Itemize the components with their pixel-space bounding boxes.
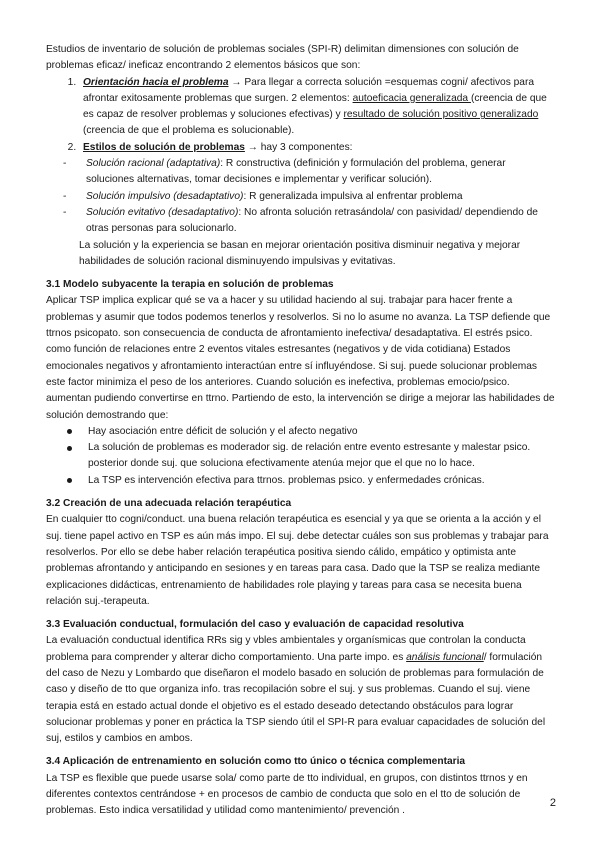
underlined-term: resultado de solución positivo generalizado [343, 109, 539, 121]
document-page [46, 42, 556, 820]
intro-paragraph: Estudios de inventario de solución de problemas sociales (SPI-R) delimitan dimensiones con solución de problemas eficaz/ ineficaz encontrando 2 elementos básicos que son: [46, 44, 519, 72]
underlined-term: análisis funcional [406, 651, 484, 663]
section-body: En cualquier tto cogni/conduct. una buena relación terapéutica es esencial y ya que se orienta a la acción y el suj. tiene papel activo en TSP es aún más impo. El suj. debe detectar cuáles son sus problemas y trabajar para resolverlos. Por ello se debe haber relación terapéutica positiva siendo cálido, empático y optimista ante problemas afrontando y anticipando en sesiones y en tareas para casa. Dado que la TSP se realiza mediante explicaciones didácticas, entrenamiento de habilidades role playing y tareas para casa se necesita buena relación suj.-terapeuta. [46, 514, 549, 607]
list-item [86, 205, 556, 238]
style-name: Solución evitativo (desadaptativo) [86, 206, 239, 218]
section-body: Aplicar TSP implica explicar qué se va a hacer y su utilidad haciendo al suj. trabajar para hacer frente a problemas y asumir que todos podemos tenerlos y resolverlos. Si no lo asume no avanza. La TSP defiende que ttrnos psicopato. son consecuencia de conducta de afrontamiento inefectiva/ desadaptativa. El estrés psico. como función de relaciones entre 2 eventos vitales estresantes (negativos y de vida cotidiana) Estados emocionales negativos y afrontamiento interactúan entre sí influyéndose. Si suj. puede solucionar problemas este factor minimiza el peso de los anteriores. Cuando solución es inefectiva, problemas emocio/psico. aumentan pudiendo convertirse en ttrno. Partiendo de esto, la intervención se dirige a mejorar las habilidades de solución demostrando que: [46, 295, 555, 421]
list-item [86, 189, 556, 205]
dimension-text: Para llegar a correcta solución =esquemas cogni/ afectivos para afrontar exitosamente problemas que surgen. 2 elementos: [83, 76, 535, 104]
dimension-title: Estilos de solución de problemas [83, 141, 245, 153]
section-heading: 3.3 Evaluación conductual, formulación del caso y evaluación de capacidad resolutiva [46, 619, 464, 631]
styles-list [46, 156, 556, 237]
dimension-text: (creencia de que es capaz de resolver problemas y soluciones efectivas) y [83, 92, 547, 121]
dimension-text: (creencia de que el problema es solucionable). [83, 125, 295, 137]
style-desc: : R constructiva (definición y formulación del problema, generar soluciones alternativas, tomar decisiones e implementar y verificar solución). [86, 158, 506, 186]
body-text: La evaluación conductual identifica RRs sig y vbles ambientales y organísmicas que controlan la conducta problema para comprender y alterar dicho comportamiento. Una parte impo. es [46, 635, 526, 663]
list-item [86, 156, 556, 189]
arrow: → [228, 76, 245, 88]
section-heading: 3.4 Aplicación de entrenamiento en solución como tto único o técnica complementaria [46, 756, 466, 768]
section-heading: 3.2 Creación de una adecuada relación terapéutica [46, 498, 292, 510]
arrow: → [244, 141, 261, 153]
style-desc: : R generalizada impulsiva al enfrentar problema [243, 190, 463, 202]
dimensions-list [46, 75, 556, 156]
style-name: Solución impulsivo (desadaptativo) [86, 190, 244, 202]
section-heading: 3.1 Modelo subyacente la terapia en solución de problemas [46, 279, 334, 291]
list-item [79, 75, 556, 140]
section-body: La TSP es flexible que puede usarse sola/ como parte de tto individual, en grupos, con distintos ttrnos y en diferentes contextos centrándose + en procesos de cambio de conducta que solo en el tto de solución de problemas. Esto indica versatilidad y utilidad como mantenimiento/ prevención . [46, 772, 528, 817]
list-item: La solución de problemas es moderador sig. de relación entre evento estresante y malestar psico. posterior donde suj. que soluciona efectivamente atenúa mejor que el que no lo hace. [88, 440, 556, 473]
page-number: 2 [549, 797, 556, 809]
dimension-text: hay 3 componentes: [260, 141, 353, 153]
body-text: / formulación del caso de Nezu y Lombardo que diseñaron el modelo basado en solución de problemas para formulación de caso y diseño de tto que organiza info. tras recopilación sobre el suj. y sus problemas. Cuando el suj. viene terapia está en estado actual donde el objetivo es el estado deseado detectando obstáculos para lograr solucionar problemas y poner en práctica la TSP siendo útil el SPI-R para evaluar capacidades de solución del suj, estilos y cambios en ambos. [46, 651, 546, 745]
style-desc: : No afronta solución retrasándola/ con pasividad/ dependiendo de otras personas para solucionarlo. [86, 206, 538, 235]
list-item: La TSP es intervención efectiva para ttrnos. problemas psico. y enfermedades crónicas. [88, 473, 556, 489]
closing-paragraph: La solución y la experiencia se basan en mejorar orientación positiva disminuir negativa y mejorar habilidades de solución racional disminuyendo impulsivas y evitativas. [79, 239, 521, 267]
dimension-title: Orientación hacia el problema [83, 76, 229, 88]
section-body [46, 633, 556, 747]
list-item: Hay asociación entre déficit de solución y el afecto negativo [88, 424, 556, 440]
style-name: Solución racional (adaptativa) [86, 158, 221, 170]
bullet-list [46, 424, 556, 489]
underlined-term: autoeficacia generalizada [352, 92, 471, 104]
list-item [79, 140, 556, 156]
